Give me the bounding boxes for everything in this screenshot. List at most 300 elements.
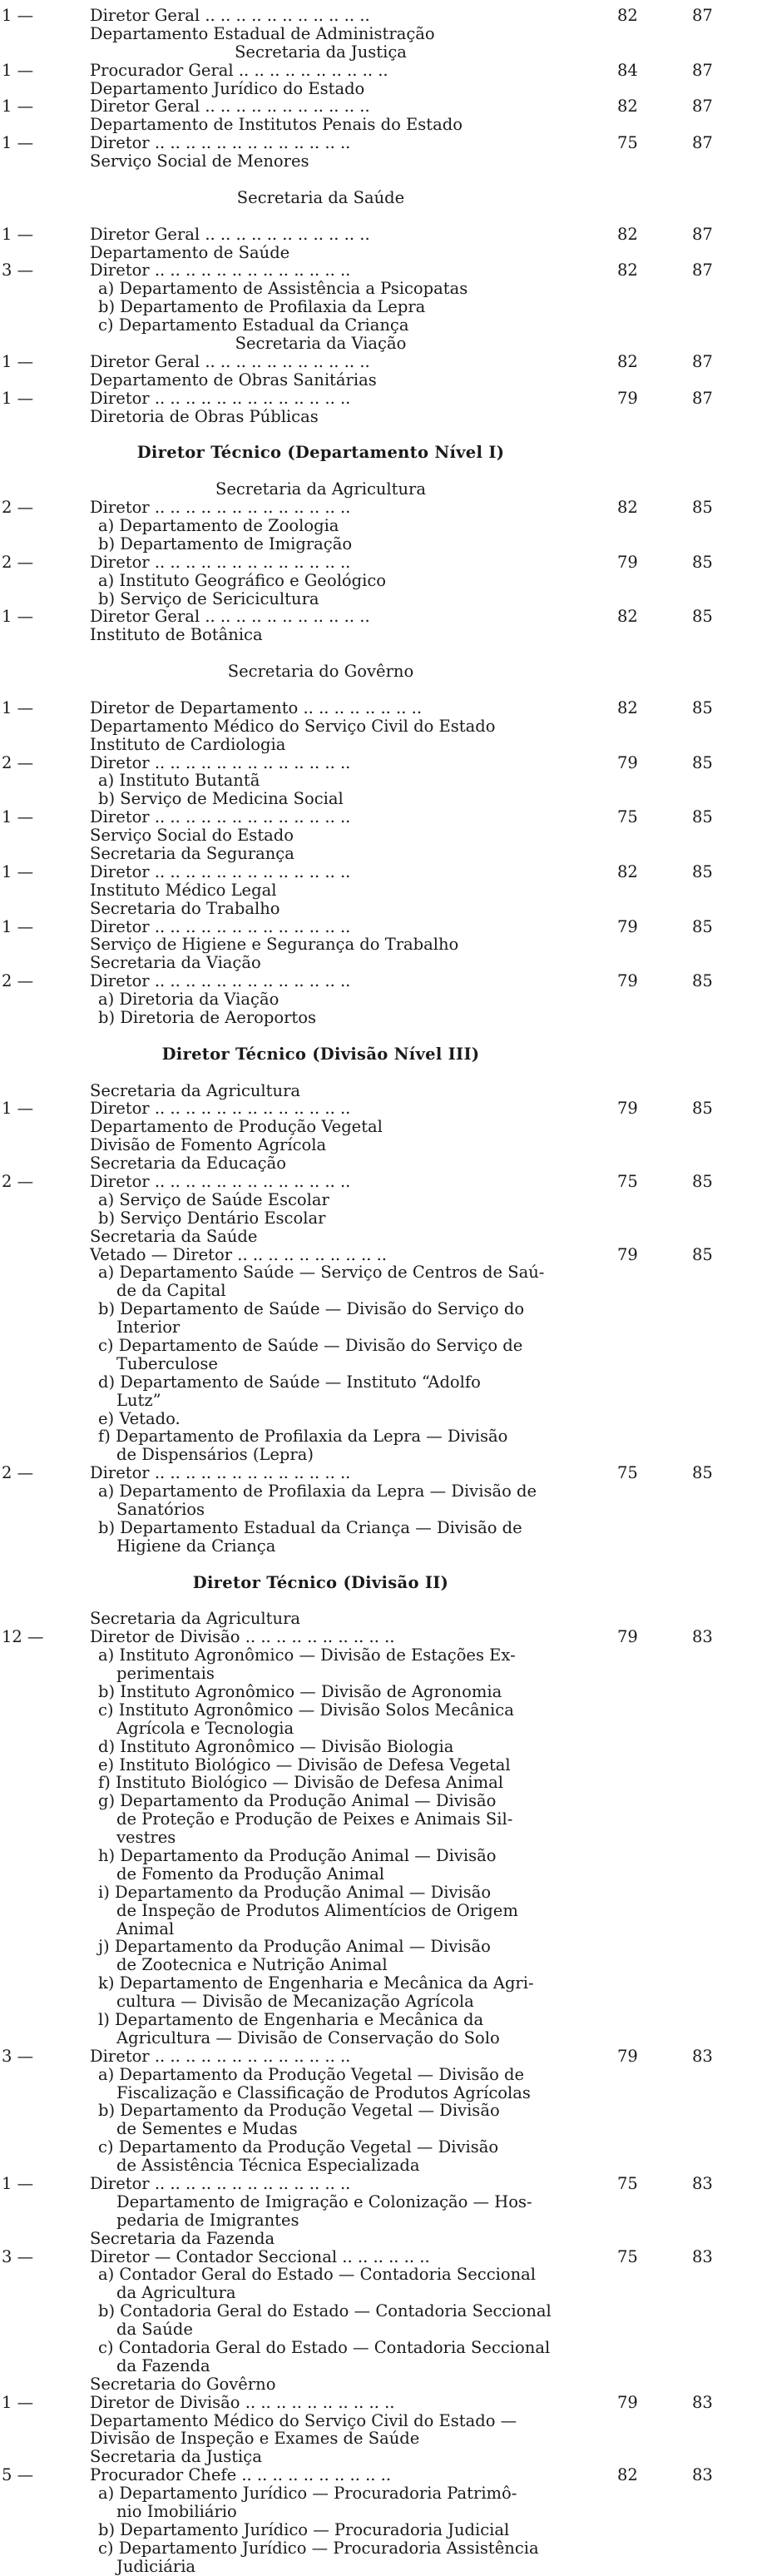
spacer-row [0, 207, 757, 226]
line-text: Secretaria do Trabalho [90, 898, 280, 918]
text-row [0, 116, 757, 134]
position-title: Procurador Geral .. .. .. .. .. .. .. .. .. .. [90, 60, 388, 80]
sub-item-row [0, 1829, 757, 1847]
reference-value-a: 79 [617, 552, 638, 572]
sub-item-text: e) Vetado. [98, 1408, 181, 1428]
secretariat-heading-row [0, 43, 757, 62]
reference-value-b: 87 [692, 388, 713, 408]
reference-value-b: 87 [692, 351, 713, 371]
reference-value-b: 83 [692, 2246, 713, 2266]
position-entry-row [0, 1464, 757, 1482]
sub-item-text: b) Departamento de Saúde — Divisão do Serviço do [98, 1299, 525, 1319]
sub-item-row [0, 790, 757, 808]
position-quantity: 1 — [2, 2173, 34, 2193]
line-text: Secretaria da Saúde [90, 1226, 258, 1246]
position-quantity: 1 — [2, 97, 34, 117]
sub-item-row [0, 1482, 757, 1501]
sub-item-row [0, 2484, 757, 2503]
sub-item-text: a) Departamento de Assistência a Psicopatas [98, 279, 468, 299]
sub-item-row [0, 2011, 757, 2029]
reference-value-b: 83 [692, 2465, 713, 2485]
sub-item-text: Interior [116, 1318, 181, 1338]
position-title: Diretor .. .. .. .. .. .. .. .. .. .. .. .. .. [90, 498, 351, 518]
sub-item-text: Tuberculose [116, 1353, 218, 1373]
reference-value-b: 85 [692, 552, 713, 572]
sub-item-row [0, 1938, 757, 1956]
reference-value-a: 79 [617, 916, 638, 936]
sub-item-text: de Assistência Técnica Especializada [116, 2156, 420, 2176]
sub-item-text: Lutz” [116, 1390, 161, 1410]
sub-item-row [0, 1720, 757, 1738]
reference-value-a: 75 [617, 1463, 638, 1483]
position-title: Diretor .. .. .. .. .. .. .. .. .. .. .. .. .. [90, 1172, 351, 1191]
spacer-row [0, 1064, 757, 1082]
reference-value-a: 79 [617, 2046, 638, 2066]
sub-item-row [0, 1519, 757, 1537]
position-title: Diretor .. .. .. .. .. .. .. .. .. .. .. .. .. [90, 552, 351, 572]
text-row [0, 1082, 757, 1100]
sub-item-text: Fiscalização e Classificação de Produtos Agrícolas [116, 2082, 531, 2102]
reference-value-b: 85 [692, 1463, 713, 1483]
position-entry-row [0, 261, 757, 280]
sub-item-text: de Zootecnica e Nutrição Animal [116, 1955, 388, 1975]
text-row [0, 1136, 757, 1154]
sub-item-row [0, 1774, 757, 1792]
text-row [0, 1228, 757, 1246]
line-text: Departamento de Institutos Penais do Estado [90, 115, 463, 135]
position-entry-row [0, 1173, 757, 1191]
position-quantity: 1 — [2, 807, 34, 827]
position-entry-row [0, 62, 757, 80]
sub-item-row [0, 298, 757, 316]
sub-item-row [0, 1501, 757, 1519]
position-entry-row [0, 134, 757, 152]
line-text: Secretaria da Fazenda [90, 2228, 275, 2248]
sub-item-text: Agrícola e Tecnologia [116, 1718, 294, 1738]
secretariat-heading: Secretaria da Agricultura [215, 479, 426, 499]
position-quantity: 1 — [2, 133, 34, 153]
sub-item-row [0, 2211, 757, 2230]
position-entry-row [0, 353, 757, 371]
position-title: Diretor .. .. .. .. .. .. .. .. .. .. .. .. .. [90, 388, 351, 408]
sub-item-row [0, 1373, 757, 1392]
line-text: Secretaria da Agricultura [90, 1080, 301, 1100]
position-title: Diretor .. .. .. .. .. .. .. .. .. .. .. .. .. [90, 133, 351, 153]
secretariat-heading-row [0, 480, 757, 499]
text-row [0, 954, 757, 972]
reference-value-b: 85 [692, 916, 713, 936]
position-quantity: 1 — [2, 388, 34, 408]
section-heading: Diretor Técnico (Departamento Nível I) [136, 443, 505, 463]
section-heading: Diretor Técnico (Divisão Nível III) [161, 1044, 480, 1064]
sub-item-row [0, 1446, 757, 1464]
sub-item-text: c) Departamento Jurídico — Procuradoria Assistência [98, 2538, 539, 2558]
position-quantity: 3 — [2, 2246, 34, 2266]
text-row [0, 626, 757, 644]
sub-item-row [0, 1865, 757, 1884]
text-row [0, 1154, 757, 1173]
position-title: Diretor Geral .. .. .. .. .. .. .. .. .. .. .. [90, 351, 370, 371]
text-row [0, 80, 757, 98]
line-text: Serviço de Higiene e Segurança do Trabalho [90, 935, 459, 955]
sub-item-row [0, 1738, 757, 1756]
text-row [0, 152, 757, 171]
sub-item-row [0, 2120, 757, 2138]
position-entry-row [0, 499, 757, 517]
sub-item-text: d) Instituto Agronômico — Divisão Biologia [98, 1736, 454, 1756]
sub-item-row [0, 1701, 757, 1720]
reference-value-b: 87 [692, 60, 713, 80]
line-text: Departamento Jurídico do Estado [90, 78, 365, 98]
sub-item-row [0, 572, 757, 590]
sub-item-row [0, 2284, 757, 2302]
reference-value-a: 79 [617, 752, 638, 772]
sub-item-row [0, 2266, 757, 2284]
sub-item-row [0, 2339, 757, 2357]
line-text: Departamento de Produção Vegetal [90, 1117, 383, 1137]
sub-item-text: h) Departamento da Produção Animal — Divisão [98, 1845, 497, 1865]
line-text: Departamento de Saúde [90, 242, 290, 262]
reference-value-b: 87 [692, 133, 713, 153]
secretariat-heading: Secretaria do Govêrno [227, 662, 414, 682]
secretariat-heading: Secretaria da Justiça [235, 42, 407, 62]
spacer-row [0, 1027, 757, 1045]
sub-item-text: b) Departamento Jurídico — Procuradoria Judicial [98, 2519, 510, 2539]
reference-value-b: 85 [692, 861, 713, 881]
reference-value-a: 82 [617, 6, 638, 25]
position-quantity: 2 — [2, 498, 34, 518]
sub-item-text: c) Departamento Estadual da Criança [98, 315, 409, 335]
sub-item-text: b) Diretoria de Aeroportos [98, 1007, 317, 1027]
position-quantity: 1 — [2, 6, 34, 25]
reference-value-b: 85 [692, 971, 713, 991]
sub-item-text: i) Departamento da Produção Animal — Divisão [98, 1882, 492, 1902]
sub-item-row [0, 1263, 757, 1282]
reference-value-a: 82 [617, 697, 638, 717]
reference-value-a: 79 [617, 1244, 638, 1264]
reference-value-a: 82 [617, 261, 638, 280]
sub-item-text: de Inspeção de Produtos Alimentícios de Origem [116, 1900, 518, 1920]
reference-value-b: 85 [692, 1099, 713, 1119]
sub-item-row [0, 1209, 757, 1228]
position-quantity: 1 — [2, 916, 34, 936]
sub-item-text: a) Departamento Saúde — Serviço de Centros de Saú- [98, 1263, 545, 1283]
line-text: Diretoria de Obras Públicas [90, 406, 319, 426]
reference-value-a: 75 [617, 2173, 638, 2193]
sub-item-text: perimentais [116, 1664, 215, 1684]
sub-item-row [0, 2521, 757, 2539]
section-heading: Diretor Técnico (Divisão II) [192, 1572, 449, 1592]
position-entry-row [0, 97, 757, 116]
sub-item-row [0, 2066, 757, 2084]
sub-item-text: de da Capital [116, 1281, 226, 1301]
position-entry-row [0, 808, 757, 826]
sub-item-row [0, 2320, 757, 2339]
spacer-row [0, 1591, 757, 1610]
position-entry-row [0, 754, 757, 772]
sub-item-text: Animal [116, 1918, 175, 1938]
position-title: Diretor .. .. .. .. .. .. .. .. .. .. .. .. .. [90, 2046, 351, 2066]
line-text: Instituto de Cardiologia [90, 734, 286, 754]
position-entry-row [0, 2047, 757, 2066]
text-row [0, 25, 757, 43]
spacer-row [0, 462, 757, 480]
sub-item-row [0, 1884, 757, 1902]
position-title: Procurador Chefe .. .. .. .. .. .. .. .. .. .. [90, 2465, 392, 2485]
position-quantity: 1 — [2, 607, 34, 627]
sub-item-row [0, 2138, 757, 2157]
position-quantity: 1 — [2, 224, 34, 244]
position-title: Diretor Geral .. .. .. .. .. .. .. .. .. .. .. [90, 6, 370, 25]
text-row [0, 2230, 757, 2248]
reference-value-b: 87 [692, 6, 713, 25]
reference-value-a: 79 [617, 388, 638, 408]
text-row [0, 826, 757, 845]
line-text: Secretaria da Educação [90, 1154, 286, 1174]
text-row [0, 717, 757, 736]
sub-item-row [0, 535, 757, 553]
sub-item-row [0, 1993, 757, 2011]
line-text: Departamento de Obras Sanitárias [90, 370, 377, 390]
secretariat-heading-row [0, 189, 757, 207]
position-title: Diretor .. .. .. .. .. .. .. .. .. .. .. .. .. [90, 807, 351, 827]
text-row [0, 900, 757, 918]
position-title: Diretor .. .. .. .. .. .. .. .. .. .. .. .. .. [90, 916, 351, 936]
section-heading-row [0, 1574, 757, 1592]
position-entry-row [0, 863, 757, 881]
sub-item-text: Higiene da Criança [116, 1536, 276, 1556]
sub-item-row [0, 772, 757, 790]
position-entry-row [0, 918, 757, 936]
sub-item-text: c) Departamento de Saúde — Divisão do Serviço de [98, 1336, 523, 1356]
position-title: Diretor .. .. .. .. .. .. .. .. .. .. .. .. .. [90, 861, 351, 881]
position-entry-row [0, 2248, 757, 2266]
position-entry-row [0, 226, 757, 244]
sub-item-row [0, 1282, 757, 1300]
position-entry-row [0, 1246, 757, 1264]
text-row [0, 2430, 757, 2448]
sub-item-text: de Fomento da Produção Animal [116, 1864, 385, 1884]
reference-value-a: 82 [617, 861, 638, 881]
sub-item-text: a) Departamento da Produção Vegetal — Divisão de [98, 2064, 525, 2084]
secretariat-heading-row [0, 663, 757, 681]
position-entry-row [0, 390, 757, 408]
sub-item-text: k) Departamento de Engenharia e Mecânica da Agri- [98, 1973, 534, 1993]
reference-value-b: 85 [692, 498, 713, 518]
sub-item-row [0, 280, 757, 298]
line-text: Departamento Médico do Serviço Civil do Estado [90, 716, 496, 736]
sub-item-row [0, 1920, 757, 1938]
sub-item-row [0, 2302, 757, 2320]
sub-item-row [0, 2503, 757, 2521]
sub-item-text: c) Contadoria Geral do Estado — Contadoria Seccional [98, 2338, 551, 2357]
sub-item-text: b) Departamento Estadual da Criança — Divisão de [98, 1517, 522, 1537]
position-quantity: 3 — [2, 261, 34, 280]
text-row [0, 845, 757, 863]
sub-item-row [0, 1392, 757, 1410]
text-row [0, 736, 757, 754]
line-text: Instituto de Botânica [90, 625, 263, 645]
spacer-row [0, 681, 757, 699]
reference-value-b: 85 [692, 1172, 713, 1191]
position-title: Diretor .. .. .. .. .. .. .. .. .. .. .. .. .. [90, 971, 351, 991]
sub-item-text: b) Serviço de Sericicultura [98, 588, 319, 608]
reference-value-a: 75 [617, 2246, 638, 2266]
position-title: Diretor Geral .. .. .. .. .. .. .. .. .. .. .. [90, 97, 370, 117]
reference-value-b: 83 [692, 2046, 713, 2066]
line-text: Secretaria da Segurança [90, 843, 294, 863]
sub-item-row [0, 2157, 757, 2175]
line-text: Secretaria da Justiça [90, 2447, 262, 2467]
position-quantity: 1 — [2, 1099, 34, 1119]
reference-value-a: 75 [617, 1172, 638, 1191]
sub-item-row [0, 1902, 757, 1920]
reference-value-b: 83 [692, 1627, 713, 1647]
text-row [0, 244, 757, 262]
sub-item-text: l) Departamento de Engenharia e Mecânica da [98, 2009, 484, 2029]
spacer-row [0, 1556, 757, 1574]
sub-item-text: a) Instituto Butantã [98, 771, 260, 791]
sub-item-row [0, 2029, 757, 2047]
sub-item-text: f) Instituto Biológico — Divisão de Defesa Animal [98, 1773, 504, 1793]
position-title: Diretor de Divisão .. .. .. .. .. .. .. .. .. .. [90, 1627, 395, 1647]
position-quantity: 1 — [2, 697, 34, 717]
sub-item-text: Judiciária [116, 2556, 196, 2576]
sub-item-text: a) Diretoria da Viação [98, 990, 280, 1010]
sub-item-text: a) Contador Geral do Estado — Contadoria Seccional [98, 2265, 537, 2285]
text-row [0, 371, 757, 390]
sub-item-text: a) Serviço de Saúde Escolar [98, 1189, 329, 1209]
sub-item-row [0, 2539, 757, 2558]
sub-item-row [0, 1792, 757, 1810]
position-entry-row [0, 2394, 757, 2412]
position-quantity: 1 — [2, 351, 34, 371]
sub-item-text: de Dispensários (Lepra) [116, 1445, 314, 1465]
reference-value-b: 87 [692, 224, 713, 244]
line-text: Divisão de Inspeção e Exames de Saúde [90, 2429, 420, 2449]
text-row [0, 2375, 757, 2394]
sub-item-text: a) Instituto Geográfico e Geológico [98, 570, 387, 590]
line-text: Departamento Médico do Serviço Civil do Estado — [90, 2410, 517, 2430]
position-title: Diretor .. .. .. .. .. .. .. .. .. .. .. .. .. [90, 752, 351, 772]
sub-item-text: a) Departamento Jurídico — Procuradoria Patrimô- [98, 2484, 517, 2504]
sub-item-row [0, 1646, 757, 1665]
sub-item-text: f) Departamento de Profilaxia da Lepra — Divisão [98, 1427, 508, 1447]
reference-value-b: 85 [692, 752, 713, 772]
sub-item-row [0, 1427, 757, 1446]
sub-item-row [0, 316, 757, 335]
sub-item-text: pedaria de Imigrantes [116, 2210, 299, 2230]
sub-item-text: b) Serviço de Medicina Social [98, 789, 344, 809]
reference-value-a: 82 [617, 2465, 638, 2485]
sub-item-text: j) Departamento da Produção Animal — Divisão [98, 1937, 491, 1957]
line-text: Secretaria da Agricultura [90, 1609, 301, 1629]
position-entry-row [0, 1099, 757, 1118]
line-text: Departamento Estadual de Administração [90, 23, 435, 43]
position-title: Diretor de Departamento .. .. .. .. .. .. .. .. [90, 697, 423, 717]
sub-item-text: a) Departamento de Zoologia [98, 515, 339, 535]
position-entry-row [0, 2466, 757, 2484]
position-entry-row [0, 608, 757, 626]
sub-item-text: de Sementes e Mudas [116, 2119, 298, 2139]
section-heading-row [0, 1045, 757, 1064]
position-title: Diretor Geral .. .. .. .. .. .. .. .. .. .. .. [90, 224, 370, 244]
spacer-row [0, 425, 757, 444]
line-text: Secretaria do Govêrno [90, 2374, 276, 2394]
sub-item-text: b) Departamento de Imigração [98, 534, 353, 553]
reference-value-a: 75 [617, 133, 638, 153]
reference-value-a: 82 [617, 351, 638, 371]
reference-value-b: 83 [692, 2392, 713, 2412]
sub-item-row [0, 517, 757, 535]
line-text: Serviço Social do Estado [90, 826, 294, 846]
text-row [0, 936, 757, 954]
position-quantity: 2 — [2, 752, 34, 772]
text-row [0, 408, 757, 426]
reference-value-a: 84 [617, 60, 638, 80]
text-row [0, 1118, 757, 1136]
sub-item-text: d) Departamento de Saúde — Instituto “Adolfo [98, 1372, 481, 1392]
sub-item-text: b) Serviço Dentário Escolar [98, 1208, 326, 1228]
sub-item-row [0, 1847, 757, 1865]
sub-item-row [0, 2084, 757, 2102]
position-title: Diretor .. .. .. .. .. .. .. .. .. .. .. .. .. [90, 1463, 351, 1483]
sub-item-text: nio Imobiliário [116, 2502, 237, 2522]
sub-item-text: g) Departamento da Produção Animal — Divisão [98, 1791, 497, 1811]
sub-item-text: da Saúde [116, 2320, 193, 2340]
text-row [0, 881, 757, 900]
position-quantity: 2 — [2, 552, 34, 572]
position-entry-row [0, 972, 757, 990]
secretariat-heading-row [0, 335, 757, 353]
spacer-row [0, 171, 757, 189]
position-quantity: 3 — [2, 2046, 34, 2066]
sub-item-row [0, 2357, 757, 2375]
reference-value-a: 79 [617, 971, 638, 991]
sub-item-row [0, 990, 757, 1009]
position-quantity: 2 — [2, 971, 34, 991]
position-title: Diretor .. .. .. .. .. .. .. .. .. .. .. .. .. [90, 261, 351, 280]
sub-item-text: c) Departamento da Produção Vegetal — Divisão [98, 2137, 499, 2157]
line-text: Divisão de Fomento Agrícola [90, 1135, 327, 1155]
position-title: Diretor de Divisão .. .. .. .. .. .. .. .. .. .. [90, 2392, 395, 2412]
reference-value-a: 82 [617, 224, 638, 244]
text-row [0, 2412, 757, 2430]
sub-item-row [0, 1009, 757, 1027]
position-quantity: 5 — [2, 2465, 34, 2485]
position-quantity: 1 — [2, 2392, 34, 2412]
position-entry-row [0, 7, 757, 25]
sub-item-text: c) Instituto Agronômico — Divisão Solos Mecânica [98, 1700, 514, 1720]
position-quantity: 12 — [2, 1627, 44, 1647]
sub-item-text: Agricultura — Divisão de Conservação do Solo [116, 2028, 500, 2047]
sub-item-text: Sanatórios [116, 1500, 205, 1520]
sub-item-text: cultura — Divisão de Mecanização Agrícola [116, 1992, 474, 2012]
sub-item-text: b) Departamento da Produção Vegetal — Divisão [98, 2101, 500, 2121]
reference-value-a: 82 [617, 97, 638, 117]
secretariat-heading: Secretaria da Saúde [236, 187, 405, 207]
section-heading-row [0, 444, 757, 462]
sub-item-row [0, 1683, 757, 1701]
sub-item-text: a) Departamento de Profilaxia da Lepra — Divisão de [98, 1482, 537, 1501]
sub-item-row [0, 1355, 757, 1373]
position-entry-row [0, 699, 757, 717]
sub-item-row [0, 2193, 757, 2211]
spacer-row [0, 644, 757, 663]
sub-item-text: b) Contadoria Geral do Estado — Contadoria Seccional [98, 2301, 552, 2321]
sub-item-row [0, 2558, 757, 2576]
line-text: Instituto Médico Legal [90, 880, 277, 900]
